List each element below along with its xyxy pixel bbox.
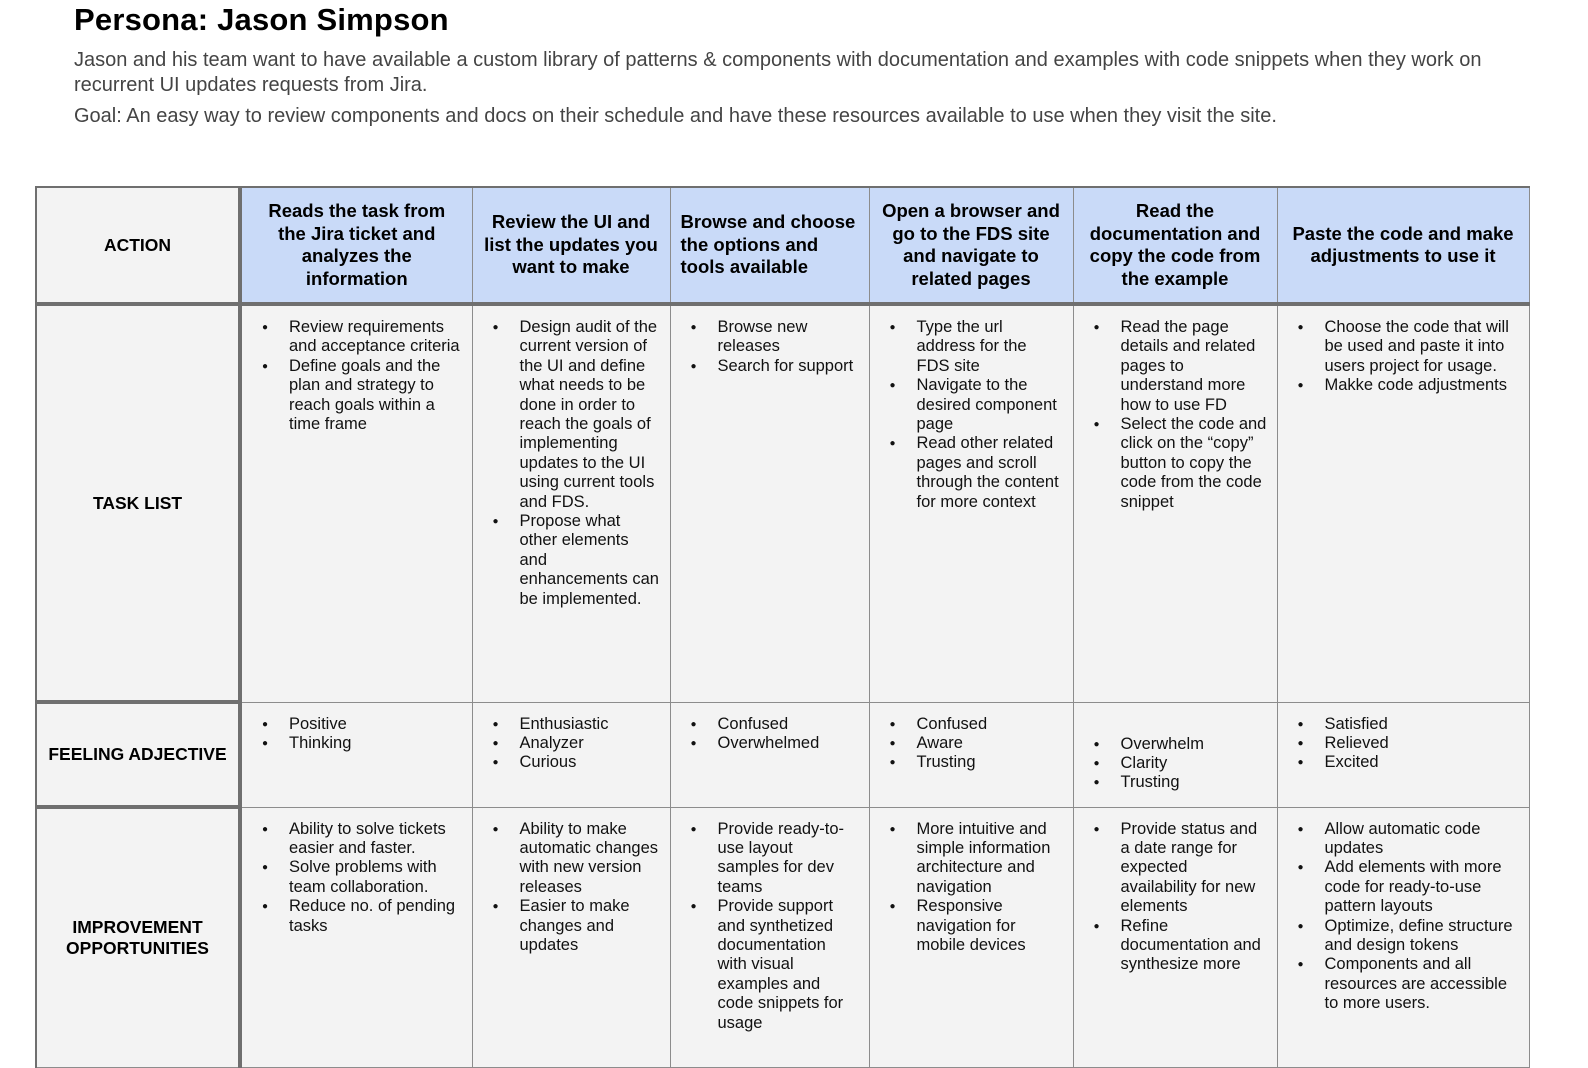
improvement-list	[262, 820, 462, 936]
improvement-cell-6	[1277, 807, 1529, 1067]
improvement-cell-2	[472, 807, 670, 1067]
action-step-2: Review the UI and list the updates you want to make	[472, 187, 670, 304]
improvement-cell-3	[670, 807, 869, 1067]
row-label-action: ACTION	[36, 187, 240, 304]
improvement-row	[36, 807, 1529, 1067]
action-step-5: Read the documentation and copy the code from the example	[1073, 187, 1277, 304]
list-item: ● Design audit of the current version of the UI and define what needs to be done in order to reach the goals of implementing updates to the UI using current tools and FDS.	[493, 318, 660, 512]
persona-goal: Goal: An easy way to review components and docs on their schedule and have these resources available to use when they visit the site.	[74, 105, 1277, 127]
task-list	[1298, 318, 1519, 396]
feeling-row	[36, 702, 1529, 807]
improvement-cell-5	[1073, 807, 1277, 1067]
feeling-cell-1	[240, 702, 472, 807]
list-item: ● Satisfied	[1298, 715, 1519, 734]
list-item: ● Review requirements and acceptance criteria	[262, 318, 462, 357]
row-label-feeling: FEELING ADJECTIVE	[36, 702, 240, 807]
list-item: ● Clarity	[1094, 754, 1267, 773]
feeling-list	[1298, 715, 1519, 773]
action-step-3: Browse and choose the options and tools available	[670, 187, 869, 304]
list-item: ● Allow automatic code updates	[1298, 820, 1519, 859]
task-cell-6	[1277, 304, 1529, 702]
page-title: Persona: Jason Simpson	[74, 2, 449, 37]
list-item: ● Relieved	[1298, 734, 1519, 753]
improvement-list	[493, 820, 660, 956]
task-cell-3	[670, 304, 869, 702]
list-item: ● Confused	[890, 715, 1063, 734]
list-item: ● Thinking	[262, 734, 462, 753]
row-label-improvement: IMPROVEMENT OPPORTUNITIES	[36, 807, 240, 1067]
list-item: ● Makke code adjustments	[1298, 376, 1519, 395]
list-item: ● Provide support and synthetized documentation with visual examples and code snippets for usage	[691, 897, 859, 1033]
improvement-cell-1	[240, 807, 472, 1067]
list-item: ● Responsive navigation for mobile devices	[890, 897, 1063, 955]
list-item: ● Positive	[262, 715, 462, 734]
feeling-cell-3	[670, 702, 869, 807]
improvement-list	[1298, 820, 1519, 1014]
action-row	[36, 187, 1529, 304]
improvement-cell-4	[869, 807, 1073, 1067]
list-item: ● Trusting	[1094, 773, 1267, 792]
task-list-row	[36, 304, 1529, 702]
task-list	[890, 318, 1063, 512]
list-item: ● Search for support	[691, 357, 859, 376]
list-item: ● Optimize, define structure and design tokens	[1298, 917, 1519, 956]
list-item: ● Components and all resources are accessible to more users.	[1298, 955, 1519, 1013]
feeling-list	[493, 715, 660, 773]
list-item: ● Refine documentation and synthesize more	[1094, 917, 1267, 975]
list-item: ● Excited	[1298, 753, 1519, 772]
feeling-cell-4	[869, 702, 1073, 807]
persona-description: Jason and his team want to have available a custom library of patterns & components with documentation and examples with code snippets when they work on recurrent UI updates requests from Jira.	[74, 49, 1482, 96]
action-step-4: Open a browser and go to the FDS site and navigate to related pages	[869, 187, 1073, 304]
list-item: ● Overwhelmed	[691, 734, 859, 753]
list-item: ● Propose what other elements and enhancements can be implemented.	[493, 512, 660, 609]
improvement-list	[691, 820, 859, 1033]
list-item: ● Provide ready-to-use layout samples for dev teams	[691, 820, 859, 898]
task-cell-5	[1073, 304, 1277, 702]
list-item: ● Reduce no. of pending tasks	[262, 897, 462, 936]
task-list	[262, 318, 462, 434]
task-list	[1094, 318, 1267, 512]
journey-map-table	[35, 186, 1530, 1068]
list-item: ● Overwhelm	[1094, 735, 1267, 754]
task-cell-1	[240, 304, 472, 702]
improvement-list	[890, 820, 1063, 956]
list-item: ● Analyzer	[493, 734, 660, 753]
improvement-list	[1094, 820, 1267, 975]
list-item: ● More intuitive and simple information architecture and navigation	[890, 820, 1063, 898]
list-item: ● Add elements with more code for ready-to-use pattern layouts	[1298, 858, 1519, 916]
action-step-6: Paste the code and make adjustments to use it	[1277, 187, 1529, 304]
list-item: ● Choose the code that will be used and paste it into users project for usage.	[1298, 318, 1519, 376]
list-item: ● Trusting	[890, 753, 1063, 772]
feeling-cell-6	[1277, 702, 1529, 807]
list-item: ● Aware	[890, 734, 1063, 753]
list-item: ● Ability to solve tickets easier and faster.	[262, 820, 462, 859]
list-item: ● Read other related pages and scroll through the content for more context	[890, 434, 1063, 512]
task-cell-4	[869, 304, 1073, 702]
list-item: ● Browse new releases	[691, 318, 859, 357]
list-item: ● Easier to make changes and updates	[493, 897, 660, 955]
list-item: ● Define goals and the plan and strategy to reach goals within a time frame	[262, 357, 462, 435]
list-item: ● Type the url address for the FDS site	[890, 318, 1063, 376]
list-item: ● Select the code and click on the “copy” button to copy the code from the code snippet	[1094, 415, 1267, 512]
feeling-list	[262, 715, 462, 754]
row-label-task-list: TASK LIST	[36, 304, 240, 702]
feeling-cell-5	[1073, 702, 1277, 807]
list-item: ● Confused	[691, 715, 859, 734]
feeling-list	[890, 715, 1063, 773]
feeling-list	[691, 715, 859, 754]
persona-intro	[74, 48, 1494, 129]
list-item: ● Solve problems with team collaboration.	[262, 858, 462, 897]
list-item: ● Read the page details and related pages to understand more how to use FD	[1094, 318, 1267, 415]
action-step-1: Reads the task from the Jira ticket and analyzes the information	[240, 187, 472, 304]
feeling-cell-2	[472, 702, 670, 807]
list-item: ● Enthusiastic	[493, 715, 660, 734]
task-list	[493, 318, 660, 609]
feeling-list	[1094, 735, 1267, 793]
task-cell-2	[472, 304, 670, 702]
list-item: ● Provide status and a date range for expected availability for new elements	[1094, 820, 1267, 917]
list-item: ● Ability to make automatic changes with new version releases	[493, 820, 660, 898]
list-item: ● Navigate to the desired component page	[890, 376, 1063, 434]
task-list	[691, 318, 859, 376]
list-item: ● Curious	[493, 753, 660, 772]
